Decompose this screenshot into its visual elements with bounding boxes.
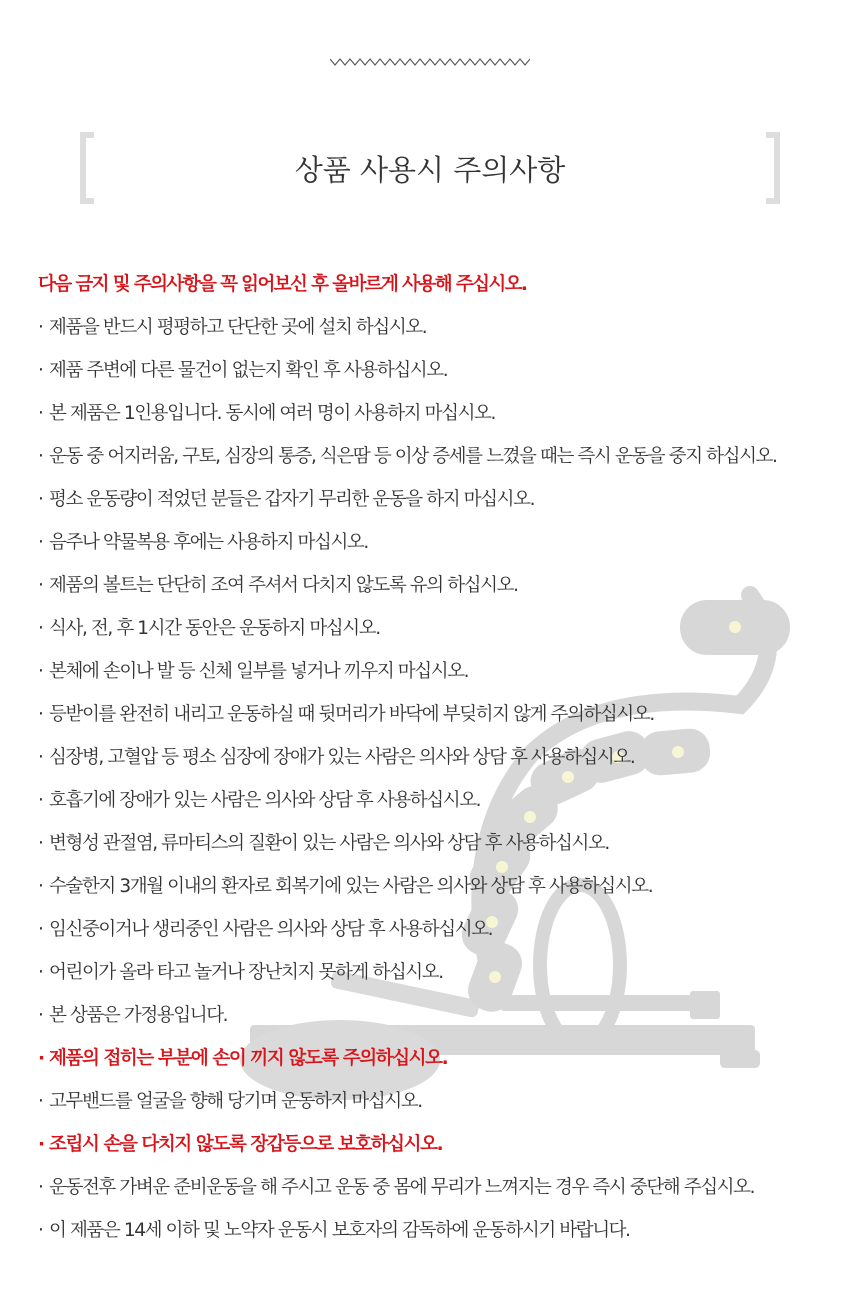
notice-text: 고무밴드를 얼굴을 향해 당기며 운동하지 마십시오. [49, 1091, 422, 1112]
notice-item [38, 865, 838, 908]
notice-text: 제품 주변에 다른 물건이 없는지 확인 후 사용하십시오. [49, 360, 448, 381]
bullet-icon: · [38, 661, 43, 682]
section-title: 상품 사용시 주의사항 [294, 153, 566, 187]
bullet-icon: · [38, 919, 43, 940]
bullet-icon: · [38, 403, 43, 424]
zigzag-divider-icon [330, 56, 530, 70]
notice-text: 제품의 접히는 부분에 손이 끼지 않도록 주의하십시오. [49, 1048, 448, 1069]
notice-item [38, 349, 838, 392]
notice-item [38, 736, 838, 779]
notice-item [38, 908, 838, 951]
notice-text: 등받이를 완전히 내리고 운동하실 때 뒷머리가 바닥에 부딪히지 않게 주의하십시오. [49, 704, 654, 725]
notice-text: 변형성 관절염, 류마티스의 질환이 있는 사람은 의사와 상담 후 사용하십시오. [49, 833, 609, 854]
notice-text: 임신중이거나 생리중인 사람은 의사와 상담 후 사용하십시오. [49, 919, 493, 940]
notice-text: 심장병, 고혈압 등 평소 심장에 장애가 있는 사람은 의사와 상담 후 사용하십시오. [49, 747, 635, 768]
bullet-icon: · [38, 833, 43, 854]
notice-text: 음주나 약물복용 후에는 사용하지 마십시오. [49, 532, 368, 553]
notice-text: 본 상품은 가정용입니다. [49, 1005, 228, 1026]
bullet-icon: · [38, 1091, 43, 1112]
notice-text: 운동 중 어지러움, 구토, 심장의 통증, 식은땀 등 이상 증세를 느꼈을 때는 즉시 운동을 중지 하십시오. [49, 446, 777, 467]
bullet-icon: · [38, 1005, 43, 1026]
bullet-icon: · [38, 1220, 43, 1241]
notice-text: 수술한지 3개월 이내의 환자로 회복기에 있는 사람은 의사와 상담 후 사용하십시오. [49, 876, 653, 897]
notice-item [38, 392, 838, 435]
notice-item [38, 1209, 838, 1252]
bullet-icon: · [38, 618, 43, 639]
bullet-icon: · [38, 790, 43, 811]
notice-item [38, 564, 838, 607]
bullet-icon: · [38, 1134, 44, 1155]
bullet-icon: · [38, 360, 43, 381]
notice-item [38, 822, 838, 865]
bullet-icon: · [38, 446, 43, 467]
bullet-icon: · [38, 317, 43, 338]
notice-text: 운동전후 가벼운 준비운동을 해 주시고 운동 중 몸에 무리가 느껴지는 경우 즉시 중단해 주십시오. [49, 1177, 755, 1198]
notice-item [38, 1166, 838, 1209]
notice-text: 조립시 손을 다치지 않도록 장갑등으로 보호하십시오. [49, 1134, 443, 1155]
notice-item [38, 1037, 838, 1080]
bullet-icon: · [38, 1177, 43, 1198]
notice-intro: 다음 금지 및 주의사항을 꼭 읽어보신 후 올바르게 사용해 주십시오. [38, 274, 527, 295]
bullet-icon: · [38, 575, 43, 596]
notice-item [38, 1123, 838, 1166]
bullet-icon: · [38, 532, 43, 553]
notice-text: 제품의 볼트는 단단히 조여 주셔서 다치지 않도록 유의 하십시오. [49, 575, 518, 596]
notice-item [38, 650, 838, 693]
bullet-icon: · [38, 489, 43, 510]
bullet-icon: · [38, 962, 43, 983]
bullet-icon: · [38, 704, 43, 725]
notice-text: 본 제품은 1인용입니다. 동시에 여러 명이 사용하지 마십시오. [49, 403, 496, 424]
notice-text: 평소 운동량이 적었던 분들은 갑자기 무리한 운동을 하지 마십시오. [49, 489, 535, 510]
notice-item [38, 693, 838, 736]
notice-item [38, 779, 838, 822]
notice-text: 호흡기에 장애가 있는 사람은 의사와 상담 후 사용하십시오. [49, 790, 481, 811]
notice-item [38, 435, 838, 478]
notice-item [38, 521, 838, 564]
bullet-icon: · [38, 876, 43, 897]
bullet-icon: · [38, 1048, 44, 1069]
notice-text: 어린이가 올라 타고 놀거나 장난치지 못하게 하십시오. [49, 962, 443, 983]
notice-item [38, 1080, 838, 1123]
notice-item [38, 306, 838, 349]
notice-item [38, 951, 838, 994]
notice-text: 본체에 손이나 발 등 신체 일부를 넣거나 끼우지 마십시오. [49, 661, 469, 682]
notice-text: 제품을 반드시 평평하고 단단한 곳에 설치 하십시오. [49, 317, 427, 338]
notice-item [38, 994, 838, 1037]
notice-text: 식사, 전, 후 1시간 동안은 운동하지 마십시오. [49, 618, 380, 639]
notice-list [38, 263, 838, 1252]
bullet-icon: · [38, 747, 43, 768]
notice-item [38, 478, 838, 521]
notice-item [38, 607, 838, 650]
notice-text: 이 제품은 14세 이하 및 노약자 운동시 보호자의 감독하에 운동하시기 바랍니다. [49, 1220, 630, 1241]
